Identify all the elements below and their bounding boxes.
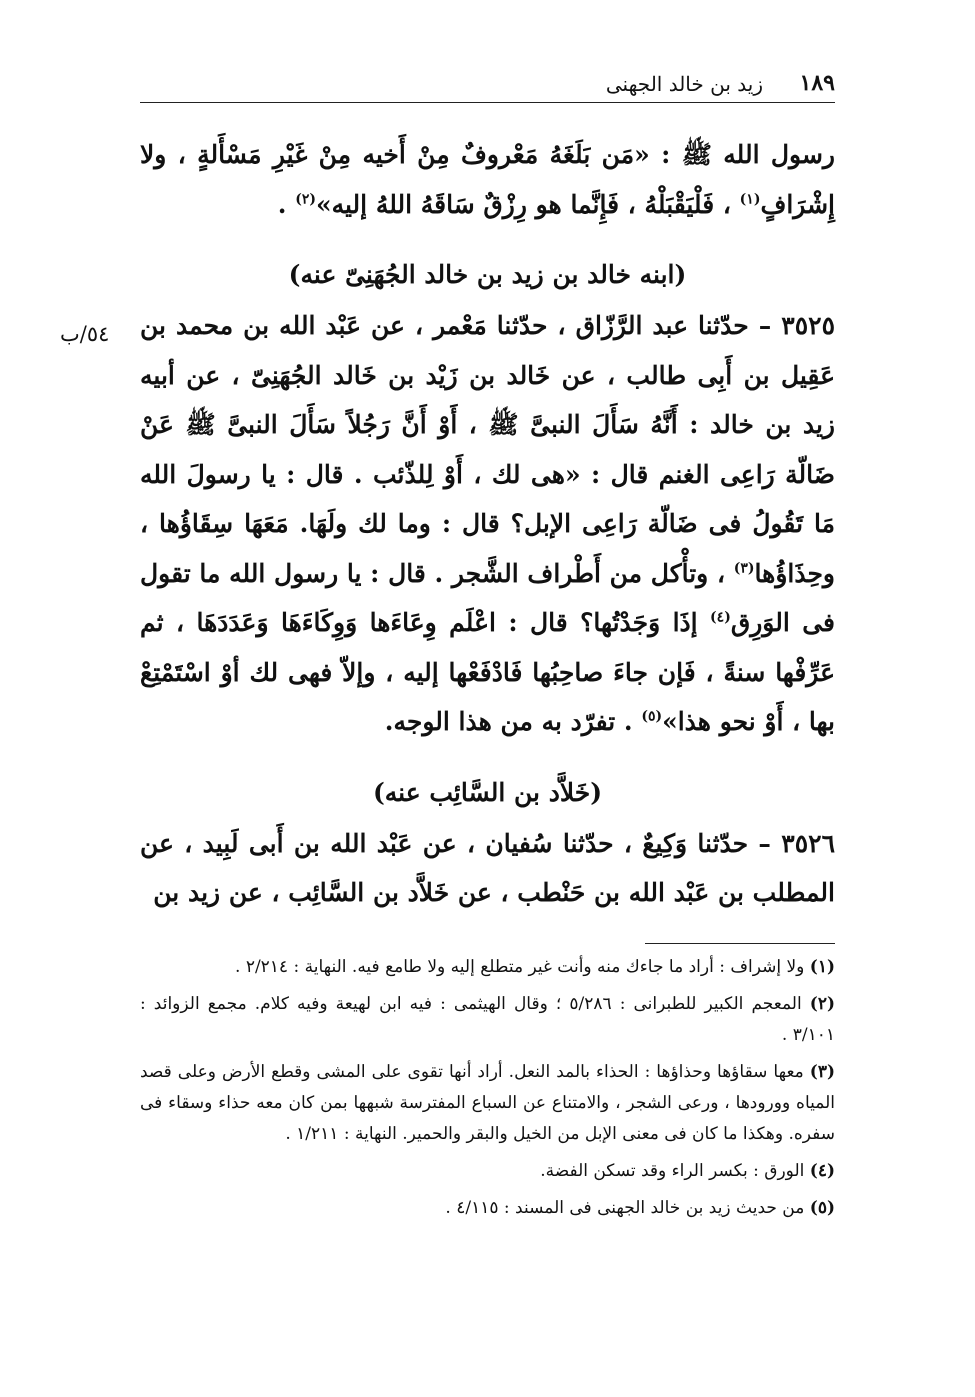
section-heading: (خَلاَّد بن السَّائِب عنه) bbox=[372, 777, 603, 807]
footnote-text: المعجم الكبير للطبرانى : ٥/٢٨٦ ؛ وقال الهيثمى : فيه ابن لهيعة وفيه كلام. مجمع الزوائد : ٣/١٠١ . bbox=[140, 994, 835, 1045]
footnote-text: معها سقاؤها وحذاؤها : الحذاء بالمد النعل. أراد أنها تقوى على المشى وقطع الأرض وعلى قصد المياه وورودها ، ورعى الشجر ، والامتناع عن السباع المفترسة شبهها بمن كان معه حذاء وسقاء فى سفره. وهكذا ما كان فى معنى الإبل من الخيل والبقر والحمير. النهاية : ١/٢١١ . bbox=[140, 1062, 835, 1144]
footnote-ref-2: (٢) bbox=[295, 191, 316, 208]
hadith-number: ٣٥٢٥ bbox=[781, 311, 835, 340]
footnote-text: من حديث زيد بن خالد الجهنى فى المسند : ٤/١١٥ . bbox=[445, 1198, 805, 1218]
footnote bbox=[140, 1193, 835, 1224]
running-title: زيد بن خالد الجهنى bbox=[605, 72, 763, 96]
footnote bbox=[140, 1156, 835, 1187]
hadith-3525 bbox=[140, 301, 835, 747]
footnote-number: (١) bbox=[809, 957, 835, 977]
page-number: ١٨٩ bbox=[799, 70, 835, 96]
text-segment: رسول الله ﷺ : «مَن بَلَغَهُ مَعْروفٌ مِنْ أَخيه مِنْ غَيْرِ مَسْأَلةٍ ، ولا إِشْرَافٍ bbox=[140, 140, 835, 219]
footnote-divider bbox=[645, 943, 835, 944]
text-segment: إذَا وَجَدْتُها؟ قال : اعْلَم وِعَاءَها وَوِكَاءَهَا وَعَدَدَهَا ، ثم عَرِّفْها سنةً ، فَإن جاءَ صاحِبُها فَادْفَعْها إليه ، وإلاّ فهى لك أوْ اسْتَمْتِعْ بها ، أَوْ نحو هذا» bbox=[140, 608, 835, 736]
footnote-text: ولا إشراف : أراد ما جاءك منه وأنت غير متطلع إليه ولا طامع فيه. النهاية : ٢/٢١٤ . bbox=[235, 957, 805, 977]
text-segment: – حدّثنا عبد الرَّزّاق ، حدّثنا مَعْمر ، عن عَبْد الله بن محمد بن عَقِيل بن أَبِى طالب ، عن خَالد بن زَيْد بن خَالد الجُهَنِىّ ، عن أبيه زيد بن خالد : أَنَّهُ سَأَلَ النبىَّ ﷺ ، أَوْ أَنَّ رَجُلاً سَأَلَ النبىَّ ﷺ عَنْ ضَالّة رَاعِى الغنم قال : «هى لك ، أَوْ لِلذّئب . قال : يا رسولَ الله مَا تَقُولُ فى ضَالّة رَاعِى الإبل؟ قال : وما لك ولَهَا. مَعَهَا سِقَاؤُها ، وحِذَاؤُها bbox=[140, 311, 835, 588]
footnote bbox=[140, 989, 835, 1051]
section-heading: (ابنه خالد بن زيد بن خالد الجُهَنِىّ عنه) bbox=[288, 260, 687, 289]
footnote bbox=[140, 1057, 835, 1150]
text-segment: ، وتأْكل من أَطْراف الشَّجر . قال : يا رسول الله ما تقول فى الوَرِق bbox=[140, 558, 835, 637]
hadith-3526 bbox=[140, 819, 835, 918]
running-header bbox=[140, 52, 835, 103]
text-segment: . bbox=[277, 189, 287, 219]
text-segment: – حدّثنا وَكِيعٌ ، حدّثنا سُفيان ، عن عَبْد الله بن أَبى لَبِيد ، عن المطلب بن عَبْد الله بن حَنْطب ، عن خَلاَّد بن السَّائِب ، عن زيد بن bbox=[140, 828, 835, 907]
footnote-text: الورق : بكسر الراء وقد تسكن الفضة. bbox=[540, 1161, 805, 1181]
footnote-ref-5: (٥) bbox=[641, 708, 663, 725]
hadith-number: ٣٥٢٦ bbox=[781, 828, 835, 858]
manuscript-folio-note: ٥٤/ب bbox=[60, 322, 110, 346]
footnote-number: (٥) bbox=[809, 1198, 835, 1218]
paragraph-continuation bbox=[140, 130, 835, 229]
footnote bbox=[140, 952, 835, 983]
main-text bbox=[140, 130, 835, 918]
footnote-ref-3: (٣) bbox=[733, 560, 755, 577]
footnote-number: (٣) bbox=[809, 1062, 835, 1082]
footnotes bbox=[140, 952, 835, 1230]
footnote-ref-1: (١) bbox=[739, 191, 761, 208]
text-segment: ، فَلْيَقْبَلْهُ ، فَإِنَّما هو رِزْقٌ سَاقَهُ اللهُ إليه» bbox=[315, 189, 731, 219]
text-segment: . تفرّد به من هذا الوجه. bbox=[384, 707, 633, 736]
footnote-ref-4: (٤) bbox=[710, 609, 731, 626]
footnote-number: (٢) bbox=[809, 994, 835, 1014]
footnote-number: (٤) bbox=[809, 1161, 835, 1181]
